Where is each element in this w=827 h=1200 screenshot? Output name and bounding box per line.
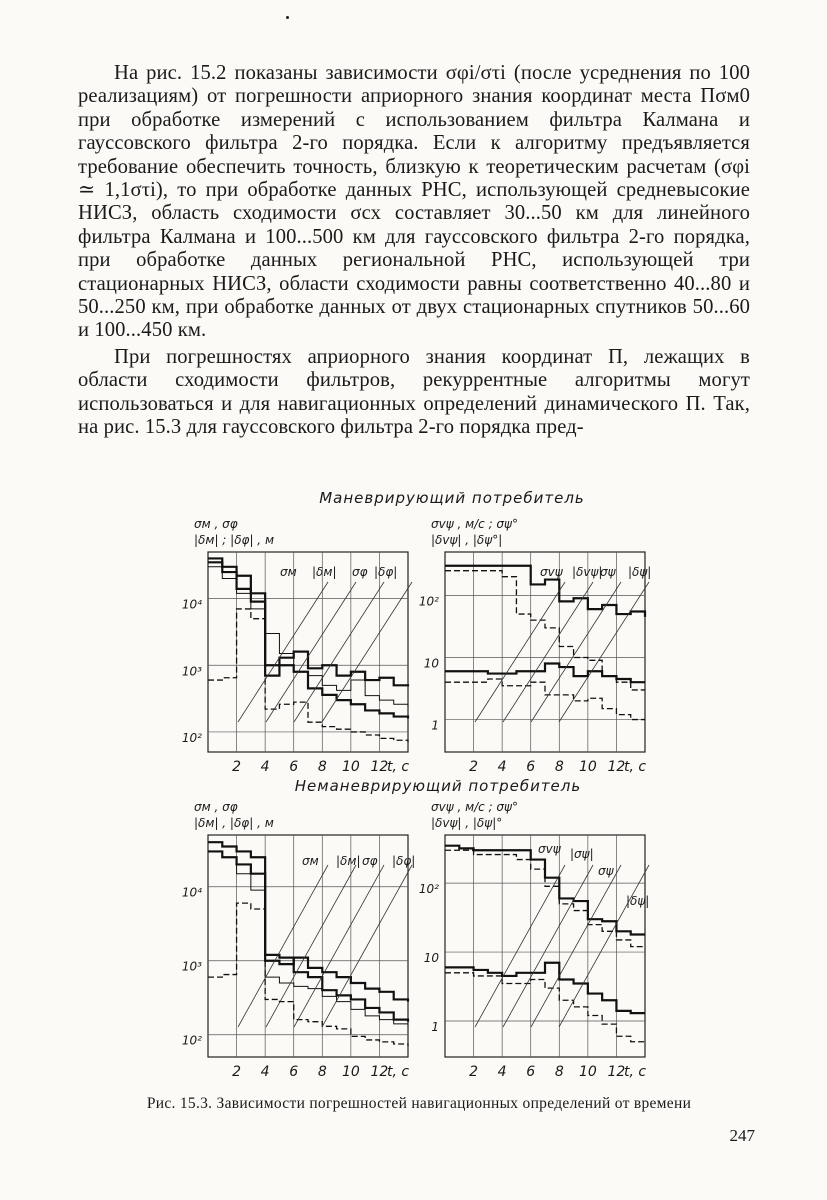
y-tick-label: 10 [423,656,439,671]
legend-label: |δψ| [626,894,650,908]
figure-title-bottom: Неманеврирующий потребитель [294,777,582,795]
legend-label: |σψ| [570,847,594,861]
x-axis-label: t, c [386,1064,410,1080]
x-tick-label: 6 [289,759,299,775]
paragraph-2: При погрешностях априорного знания координат П, лежащих в области сходимости фильтров, рекуррентные алгоритмы могут использоваться и для навигационных определений динамического П. Так, на рис. 15.3 для гауссовского фильтра 2-го порядка пред- [78,345,750,439]
legend-label: |δм| [336,854,361,868]
plot-frame [208,835,408,1057]
paragraph-1: На рис. 15.2 показаны зависимости σφi/στi (после усреднения по 100 реализациям) от погрешности априорного знания координат места Пσм0 при обработке измерений с использованием фильтра Калмана и гауссовского фильтра 2-го порядка. Если к алгоритму предъявляется требование обеспечить точность, близкую к теоретическим расчетам (σφi ≃ 1,1στi), то при обработке данных РНС, использующей средневысокие НИСЗ, область сходимости σсх составляет 30...50 км для линейного фильтра Калмана и 100...500 км для гауссовского фильтра 2-го порядка, при обработке данных региональной РНС, использующей три стационарных НИСЗ, области сходимости равны соответственно 40...80 и 50...250 км, при обработке данных от двух стационарных спутников 50...60 и 100...450 км. [78,62,750,342]
page-number: 247 [729,1126,755,1145]
y-axis-label-line2: |δvψ| , |δψ|° [431,816,503,830]
x-tick-label: 2 [469,1064,479,1080]
y-axis-label-line1: σvψ , м/с ; σψ° [431,800,518,814]
x-tick-label: 8 [317,759,327,775]
x-axis-label: t, c [623,759,647,775]
chart-3 [182,800,415,1080]
x-tick-label: 6 [526,1064,536,1080]
x-tick-label: 12 [370,759,389,775]
legend-label: σψ [598,864,614,878]
series-line [445,663,645,682]
x-tick-label: 10 [341,759,360,775]
y-tick-label: 10 [423,951,439,966]
x-tick-label: 12 [607,759,626,775]
series-line [208,842,408,1022]
legend-label: |δφ| [392,854,416,868]
x-tick-label: 4 [260,1064,270,1080]
y-tick-label: 10² [181,1033,202,1048]
chart-4 [419,800,649,1080]
y-tick-label: 10² [418,594,439,609]
x-tick-label: 12 [370,1064,389,1080]
legend-label: σφ [352,565,368,579]
legend-label: |δvψ| [572,565,603,579]
legend-label: σφ [362,854,378,868]
series-line [445,679,645,720]
series-line [445,963,645,1013]
x-tick-label: 10 [341,1064,360,1080]
leader-line [559,865,649,1027]
leader-line [294,865,384,1027]
x-tick-label: 2 [469,759,479,775]
series-line [208,562,408,685]
leader-line [238,582,328,722]
figure-title-top: Маневрирующий потребитель [319,489,585,507]
x-axis-label: t, c [386,759,410,775]
chart-2 [419,517,651,775]
x-tick-label: 10 [578,1064,597,1080]
x-axis-label: t, c [623,1064,647,1080]
legend-label: |δм| [312,565,337,579]
y-axis-label-line1: σм , σφ [194,800,238,814]
legend-label: |δφ| [374,565,398,579]
legend-label: σм [302,854,319,868]
leader-line [559,582,649,722]
x-tick-label: 6 [289,1064,299,1080]
x-tick-label: 12 [607,1064,626,1080]
x-tick-label: 2 [232,759,242,775]
legend-label: σψ [600,565,616,579]
leader-line [531,865,621,1027]
x-tick-label: 4 [497,759,507,775]
x-tick-label: 8 [554,1064,564,1080]
y-axis-label-line2: |δvψ| , |δψ°| [431,533,503,547]
charts-group [182,517,651,1080]
series-line [445,846,645,935]
series-line [208,558,408,718]
y-tick-label: 10² [181,730,202,745]
leader-line [503,865,593,1027]
leader-line [475,582,565,722]
y-tick-label: 1 [431,718,439,733]
y-tick-label: 10⁴ [181,597,202,612]
y-axis-label-line1: σм , σφ [194,517,238,531]
x-tick-label: 6 [526,759,536,775]
leader-line [266,865,356,1027]
legend-label: σvψ [538,842,561,856]
leader-line [475,865,565,1027]
legend-label: σм [280,565,297,579]
leader-line [238,865,328,1027]
y-axis-label-line2: |δм| , |δφ| , м [194,816,274,830]
series-line [208,851,408,1026]
leader-line [322,865,412,1027]
y-tick-label: 10³ [181,664,202,679]
legend-label: |δψ| [628,565,652,579]
y-axis-label-line2: |δм| ; |δφ| , м [194,533,274,547]
y-tick-label: 10² [418,882,439,897]
y-tick-label: 1 [431,1019,439,1034]
x-tick-label: 4 [260,759,270,775]
x-tick-label: 8 [554,759,564,775]
y-tick-label: 10⁴ [181,885,202,900]
y-tick-label: 10³ [181,959,202,974]
leader-line [322,582,412,722]
x-tick-label: 4 [497,1064,507,1080]
series-line [445,973,645,1042]
chart-1 [182,517,412,775]
legend-label: σvψ [540,565,563,579]
x-tick-label: 8 [317,1064,327,1080]
x-tick-label: 10 [578,759,597,775]
y-axis-label-line1: σvψ , м/с ; σψ° [431,517,518,531]
x-tick-label: 2 [232,1064,242,1080]
figure-caption: Рис. 15.3. Зависимости погрешностей навигационных определений от времени [146,1095,692,1112]
